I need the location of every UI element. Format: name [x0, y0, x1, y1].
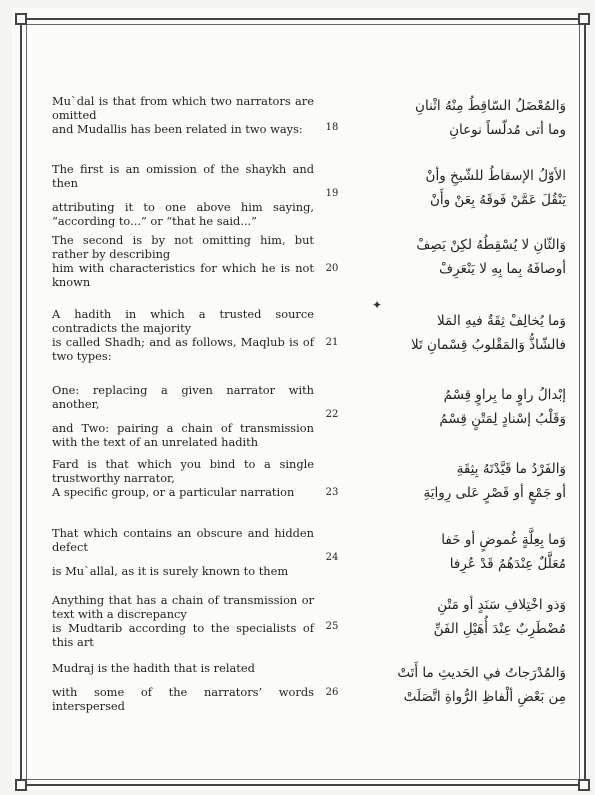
arabic-line: وَما بِعِلَّةٍ غُموضٍ أو خَفا	[441, 532, 566, 548]
english-line: Mudraj is the hadith that is related	[52, 661, 255, 675]
arabic-line: أو جَمْعٍ أو قَصْرٍ عَلى رِوايَةِ	[423, 485, 566, 501]
arabic-line: أوصافَهُ بِما بِهِ لا يَنْعَرِفْ	[439, 261, 566, 277]
stray-mark-icon: ✦	[372, 298, 383, 312]
verse-arabic	[366, 164, 566, 212]
verse-arabic	[366, 661, 566, 709]
arabic-line: الأوّلُ الإسقاطُ للشّيخِ وأنْ	[425, 168, 566, 184]
verse-arabic	[366, 309, 566, 357]
english-line: Fard is that which you bind to a single trustworthy narrator,	[52, 457, 314, 485]
border-corner-ornament	[578, 13, 590, 25]
arabic-line: فالشّاذُّ وَالمَقْلوبُ قِسْمانِ تَلا	[410, 337, 566, 353]
verse-number: 20	[325, 263, 339, 274]
verse-arabic	[366, 457, 566, 505]
english-line: and Mudallis has been related in two ways:	[52, 122, 303, 136]
verse-arabic	[366, 383, 566, 431]
verse-number: 26	[325, 687, 339, 698]
arabic-line: وما أتى مُدلّساً نوعانِ	[449, 122, 566, 138]
border-corner-ornament	[15, 13, 27, 25]
english-line: attributing it to one above him saying, “according to...” or “that he said...”	[52, 200, 314, 228]
arabic-line: وَالمُدْرَجاتُ في الحَديثِ ما أَتَتْ	[397, 665, 566, 681]
english-line: That which contains an obscure and hidden defect	[52, 526, 314, 554]
english-line: One: replacing a given narrator with another,	[52, 383, 314, 411]
english-line: with some of the narrators’ words interspersed	[52, 685, 314, 713]
verse-number: 24	[325, 552, 339, 563]
english-line: Mu`dal is that from which two narrators are omitted	[52, 94, 314, 122]
verse-arabic	[366, 528, 566, 576]
verse-english	[52, 593, 314, 649]
arabic-line: وَما يُخالِفْ ثِقَةٌ فيهِ المَلا	[436, 313, 566, 329]
english-line: is Mu`allal, as it is surely known to them	[52, 564, 289, 578]
border-corner-ornament	[15, 779, 27, 791]
arabic-line: مِن بَعْضِ ألْفاظِ الرُّواةِ اتَّصَلَتْ	[403, 689, 566, 705]
english-line: A hadith in which a trusted source contradicts the majority	[52, 307, 314, 335]
verse-number: 21	[325, 337, 339, 348]
arabic-line: وَالمُعْضَلُ السّاقِطُ مِنْهُ اثْنانِ	[415, 98, 566, 114]
verse-number: 23	[325, 487, 339, 498]
english-line: The first is an omission of the shaykh and then	[52, 162, 314, 190]
verse-arabic	[366, 233, 566, 281]
verse-english	[52, 162, 314, 228]
verse-english	[52, 233, 314, 289]
arabic-line: إبْدالُ راوٍ ما بِراوٍ قِسْمُ	[443, 387, 566, 403]
arabic-line: مُعَلَّلٌ عِنْدَهُمُ قَدْ عُرِفا	[449, 556, 566, 572]
verse-arabic	[366, 94, 566, 142]
verse-english	[52, 526, 314, 578]
arabic-line: يَنْقُلَ عَمَّنْ فَوقَهُ بِعَنْ وأَنْ	[429, 192, 566, 208]
english-line: is called Shadh; and as follows, Maqlub is of two types:	[52, 335, 314, 363]
arabic-line: مُضْطَرِبٌ عِنْدَ أُهَيْلِ الفَنِّ	[433, 621, 566, 637]
english-line: A specific group, or a particular narration	[52, 485, 295, 499]
verse-number: 22	[325, 409, 339, 420]
verse-number: 19	[325, 188, 339, 199]
verse-number: 18	[325, 122, 339, 133]
arabic-line: وَقَلْبُ إسْنادٍ لِمَتْنٍ قِسْمُ	[439, 411, 566, 427]
verse-arabic	[366, 593, 566, 641]
arabic-line: وَالفَرْدُ ما قَيَّدْتَهُ بِثِقَةِ	[456, 461, 566, 477]
english-line: him with characteristics for which he is not known	[52, 261, 314, 289]
arabic-line: وَالثّانِ لا يُسْقِطُهُ لكِنْ يَصِفْ	[416, 237, 566, 253]
verse-english	[52, 457, 314, 499]
english-line: Anything that has a chain of transmission or text with a discrepancy	[52, 593, 314, 621]
arabic-line: وَذو اخْتِلافِ سَنَدٍ أو مَتْنِ	[437, 597, 566, 613]
verse-english	[52, 661, 314, 713]
english-line: is Mudtarib according to the specialists of this art	[52, 621, 314, 649]
verse-english	[52, 94, 314, 136]
verse-english	[52, 383, 314, 449]
verse-number: 25	[325, 621, 339, 632]
verse-english	[52, 307, 314, 363]
border-corner-ornament	[578, 779, 590, 791]
english-line: and Two: pairing a chain of transmission with the text of an unrelated hadith	[52, 421, 314, 449]
english-line: The second is by not omitting him, but rather by describing	[52, 233, 314, 261]
